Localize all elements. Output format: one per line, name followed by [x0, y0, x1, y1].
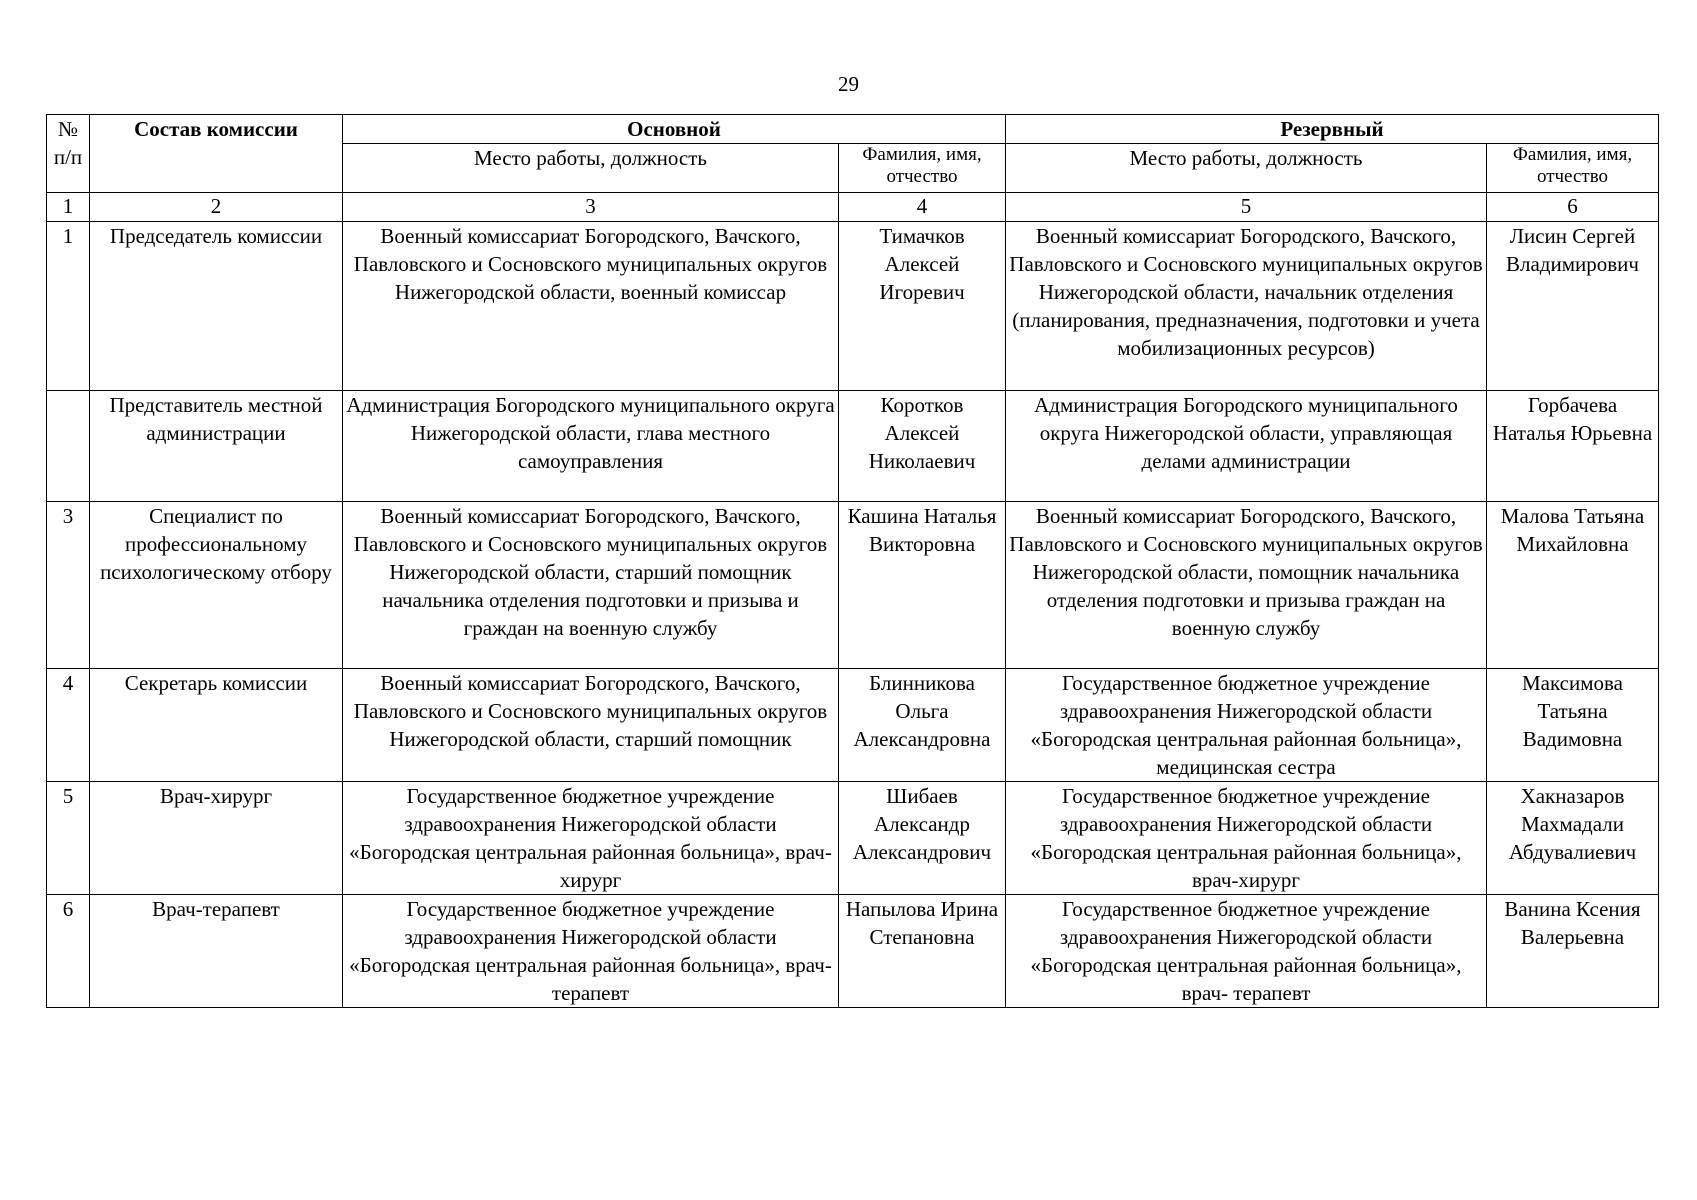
row-role: Специалист по профессиональному психологическому отбору — [90, 502, 343, 669]
header-num: № п/п — [47, 115, 90, 193]
header-main-workplace: Место работы, должность — [343, 144, 839, 193]
row-main-workplace: Государственное бюджетное учреждение здравоохранения Нижегородской области «Богородская центральная районная больница», врач- терапевт — [343, 895, 839, 1008]
row-num: 3 — [47, 502, 90, 669]
row-num — [47, 391, 90, 502]
column-number: 4 — [839, 193, 1006, 222]
table-row — [47, 782, 1659, 895]
table-row — [47, 895, 1659, 1008]
header-row-groups — [47, 115, 1659, 144]
row-num: 1 — [47, 222, 90, 391]
row-reserve-workplace: Военный комиссариат Богородского, Вачского, Павловского и Сосновского муниципальных округов Нижегородской области, помощник начальника отделения подготовки и призыва граждан на военную службу — [1006, 502, 1487, 669]
column-number: 3 — [343, 193, 839, 222]
row-reserve-fio: Горбачева Наталья Юрьевна — [1487, 391, 1659, 502]
row-main-fio: Тимачков Алексей Игоревич — [839, 222, 1006, 391]
table-row — [47, 222, 1659, 391]
row-main-fio: Напылова Ирина Степановна — [839, 895, 1006, 1008]
row-role: Секретарь комиссии — [90, 669, 343, 782]
row-reserve-fio: Ванина Ксения Валерьевна — [1487, 895, 1659, 1008]
header-reserve-fio: Фамилия, имя, отчество — [1487, 144, 1659, 193]
column-number: 1 — [47, 193, 90, 222]
row-reserve-workplace: Администрация Богородского муниципального округа Нижегородской области, управляющая делами администрации — [1006, 391, 1487, 502]
table-row — [47, 502, 1659, 669]
row-reserve-fio: Максимова Татьяна Вадимовна — [1487, 669, 1659, 782]
row-role: Врач-хирург — [90, 782, 343, 895]
table-row — [47, 669, 1659, 782]
row-num: 4 — [47, 669, 90, 782]
table-row — [47, 391, 1659, 502]
column-number-row — [47, 193, 1659, 222]
row-main-fio: Блинникова Ольга Александровна — [839, 669, 1006, 782]
row-main-workplace: Военный комиссариат Богородского, Вачского, Павловского и Сосновского муниципальных округов Нижегородской области, военный комиссар — [343, 222, 839, 391]
row-num: 5 — [47, 782, 90, 895]
row-role: Врач-терапевт — [90, 895, 343, 1008]
page-number: 29 — [838, 72, 859, 96]
column-number: 2 — [90, 193, 343, 222]
row-reserve-fio: Малова Татьяна Михайловна — [1487, 502, 1659, 669]
row-reserve-workplace: Государственное бюджетное учреждение здравоохранения Нижегородской области «Богородская центральная районная больница», врач-хирург — [1006, 782, 1487, 895]
row-role: Представитель местной администрации — [90, 391, 343, 502]
row-main-workplace: Военный комиссариат Богородского, Вачского, Павловского и Сосновского муниципальных округов Нижегородской области, старший помощник начальника отделения подготовки и призыва и граждан на военную службу — [343, 502, 839, 669]
row-main-fio: Кашина Наталья Викторовна — [839, 502, 1006, 669]
row-reserve-fio: Лисин Сергей Владимирович — [1487, 222, 1659, 391]
row-num: 6 — [47, 895, 90, 1008]
row-main-workplace: Государственное бюджетное учреждение здравоохранения Нижегородской области «Богородская центральная районная больница», врач-хирург — [343, 782, 839, 895]
column-number: 5 — [1006, 193, 1487, 222]
column-number: 6 — [1487, 193, 1659, 222]
row-main-workplace: Администрация Богородского муниципального округа Нижегородской области, глава местного самоуправления — [343, 391, 839, 502]
header-main-fio: Фамилия, имя, отчество — [839, 144, 1006, 193]
header-main-group: Основной — [343, 115, 1006, 144]
header-reserve-group: Резервный — [1006, 115, 1659, 144]
row-main-fio: Шибаев Александр Александрович — [839, 782, 1006, 895]
row-reserve-fio: Хакназаров Махмадали Абдувалиевич — [1487, 782, 1659, 895]
row-main-fio: Коротков Алексей Николаевич — [839, 391, 1006, 502]
header-composition: Состав комиссии — [90, 115, 343, 193]
commission-table — [46, 114, 1659, 1008]
row-reserve-workplace: Государственное бюджетное учреждение здравоохранения Нижегородской области «Богородская центральная районная больница», медицинская сестра — [1006, 669, 1487, 782]
header-reserve-workplace: Место работы, должность — [1006, 144, 1487, 193]
row-reserve-workplace: Государственное бюджетное учреждение здравоохранения Нижегородской области «Богородская центральная районная больница», врач- терапевт — [1006, 895, 1487, 1008]
row-main-workplace: Военный комиссариат Богородского, Вачского, Павловского и Сосновского муниципальных округов Нижегородской области, старший помощник — [343, 669, 839, 782]
row-role: Председатель комиссии — [90, 222, 343, 391]
row-reserve-workplace: Военный комиссариат Богородского, Вачского, Павловского и Сосновского муниципальных округов Нижегородской области, начальник отделения (планирования, предназначения, подготовки и учета мобилизационных ресурсов) — [1006, 222, 1487, 391]
